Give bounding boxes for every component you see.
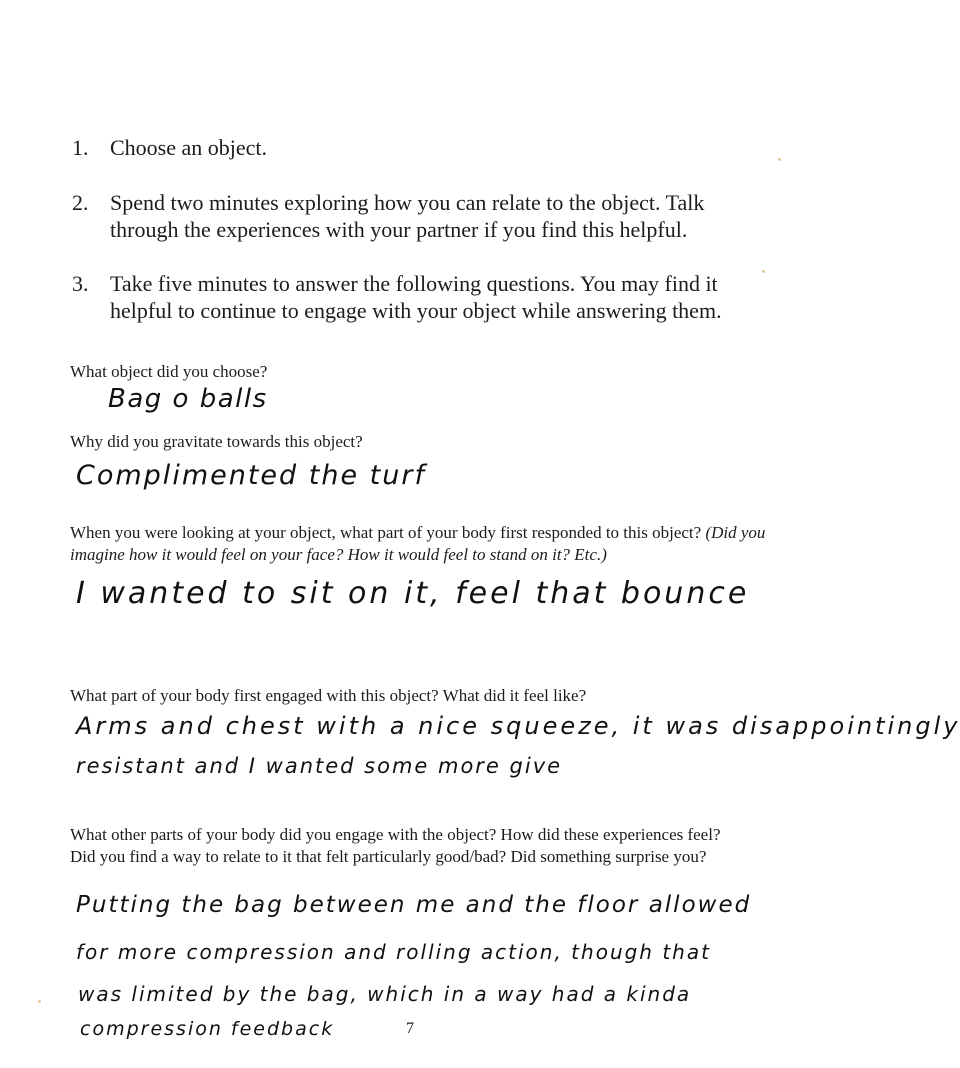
question-other-body-parts: What other parts of your body did you engage with the object? How did these experiences feel? Did you find a way to relate to it that felt particularly good/bad? Did something surprise you? [70, 825, 721, 866]
instruction-text: Choose an object. [110, 135, 268, 160]
answer-other-body-parts-line: Putting the bag between me and the floor allowed [76, 892, 752, 918]
page-number: 7 [406, 1020, 414, 1037]
question-body-first-responded [70, 522, 770, 566]
question-body-first-engaged: What part of your body first engaged with this object? What did it feel like? [70, 686, 587, 705]
instruction-1 [72, 134, 772, 161]
instruction-number: 1. [72, 135, 89, 160]
instruction-text: Take five minutes to answer the following questions. You may find it helpful to continue to engage with your object while answering them. [110, 271, 722, 323]
instruction-number: 3. [72, 271, 89, 296]
answer-body-first-responded: I wanted to sit on it, feel that bounce [76, 576, 750, 611]
scan-speck [762, 270, 765, 273]
answer-other-body-parts-line: compression feedback [80, 1018, 335, 1040]
answer-body-first-engaged-line: Arms and chest with a nice squeeze, it was disappointingly [76, 712, 960, 740]
answer-other-body-parts-line: was limited by the bag, which in a way had a kinda [78, 982, 692, 1006]
instruction-3 [72, 270, 772, 324]
instruction-number: 2. [72, 190, 89, 215]
instruction-text: Spend two minutes exploring how you can relate to the object. Talk through the experiences with your partner if you find this helpful. [110, 190, 705, 242]
question-text: When you were looking at your object, what part of your body first responded to this object? [70, 523, 702, 542]
answer-body-first-engaged-line: resistant and I wanted some more give [76, 754, 563, 778]
answer-object-chosen: Bag o balls [108, 384, 268, 414]
answer-why-gravitate: Complimented the turf [76, 460, 426, 491]
question-hint: (Did you imagine how it would feel on your face? How it would feel to stand on it? Etc.) [70, 523, 766, 564]
scan-speck [778, 158, 781, 161]
instruction-2 [72, 189, 772, 243]
scan-speck [38, 1000, 41, 1003]
question-why-gravitate: Why did you gravitate towards this object? [70, 432, 363, 451]
question-object-chosen: What object did you choose? [70, 362, 268, 381]
answer-other-body-parts-line: for more compression and rolling action, though that [76, 940, 711, 964]
